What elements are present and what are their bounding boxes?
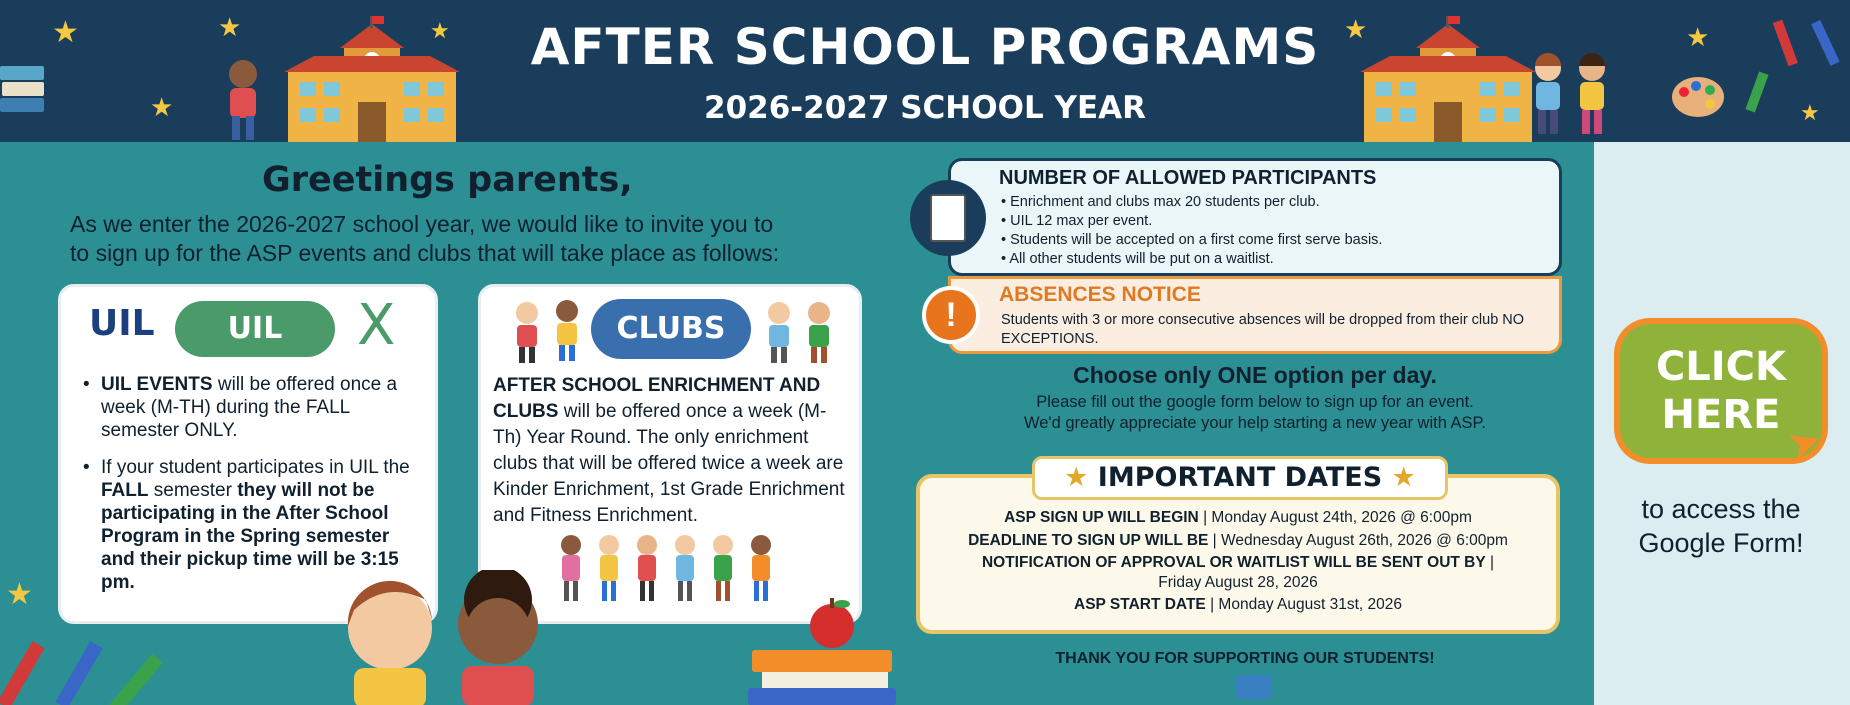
star-icon: ★ — [1800, 100, 1820, 125]
instructions-line-2: We'd greatly appreciate your help starting a new year with ASP. — [1023, 414, 1487, 432]
kids-soccer-icon — [509, 299, 589, 365]
absences-text: Students with 3 or more consecutive absences will be dropped from their club NO EXCEPTIONS. — [1001, 312, 1525, 347]
header-banner — [0, 0, 1850, 142]
star-icon: ★ — [1686, 22, 1710, 52]
kids-waving-icon — [330, 570, 560, 705]
star-icon: ★ — [150, 92, 174, 122]
paint-palette-icon — [1670, 74, 1726, 120]
instructions-text — [920, 392, 1590, 434]
access-google-form-text: to access the Google Form! — [1638, 494, 1804, 558]
click-here-button[interactable]: CLICK HERE — [1614, 318, 1828, 464]
kids-playing-icon — [757, 299, 841, 365]
participants-list — [1001, 193, 1382, 269]
uil-pill: UIL — [175, 301, 335, 357]
list-item: ASP SIGN UP WILL BEGIN | Monday August 24th, 2026 @ 6:00pm — [1004, 509, 1472, 526]
thanks-message: THANK YOU FOR SUPPORTING OUR STUDENTS! — [1055, 650, 1435, 667]
warning-icon: ! — [922, 286, 980, 344]
crayon-icon — [0, 630, 180, 705]
star-icon: ★ — [218, 12, 242, 42]
list-item: ASP START DATE | Monday August 31st, 2026 — [1074, 596, 1402, 613]
instructions-line-1: Please fill out the google form below to sign up for an event. — [1036, 393, 1474, 411]
list-item: • All other students will be put on a waitlist. — [1001, 250, 1382, 269]
page-subtitle: 2026-2027 SCHOOL YEAR — [704, 90, 1146, 126]
clubs-description: AFTER SCHOOL ENRICHMENT AND CLUBS will be offered once a week (M-Th) Year Round. The only enrichment clubs that will be offered twice a week are Kinder Enrichment, 1st Grade Enrichment and Fitness Enrichment. — [493, 375, 845, 526]
star-icon: ★ — [6, 578, 33, 611]
choose-one-notice: Choose only ONE option per day. — [1073, 362, 1437, 388]
district-logo — [1236, 675, 1272, 699]
important-dates-title: ★ IMPORTANT DATES ★ — [1032, 456, 1448, 500]
star-icon: ★ — [1344, 14, 1368, 44]
list-item: DEADLINE TO SIGN UP WILL BE | Wednesday August 26th, 2026 @ 6:00pm — [968, 531, 1508, 549]
x-mark: X — [357, 293, 396, 358]
school-building-icon — [1360, 16, 1536, 142]
star-icon: ★ — [52, 16, 79, 49]
list-item: NOTIFICATION OF APPROVAL OR WAITLIST WILL BE SENT OUT BY | Friday August 28, 2026 — [981, 554, 1495, 591]
important-dates-list — [918, 508, 1558, 618]
crayon-icon — [1770, 14, 1800, 74]
absences-box — [948, 276, 1562, 354]
star-icon: ★ — [1391, 462, 1416, 493]
participants-title: NUMBER OF ALLOWED PARTICIPANTS — [999, 167, 1377, 189]
list-item: • If your student participates in UIL the FALL semester they will not be participating in the After School Program in the Spring semester and their pickup time will be 3:15 pm. — [83, 456, 423, 594]
uil-logo: UIL — [89, 303, 155, 344]
page-title: AFTER SCHOOL PROGRAMS — [530, 18, 1320, 76]
intro-line-2: to sign up for the ASP events and clubs that will take place as follows: — [70, 240, 780, 266]
clubs-pill: CLUBS — [591, 299, 751, 359]
participants-box — [948, 158, 1562, 276]
list-item: • Students will be accepted on a first come first serve basis. — [1001, 231, 1382, 250]
crayon-icon — [1810, 14, 1840, 74]
list-item: • Enrichment and clubs max 20 students per club. — [1001, 193, 1382, 212]
list-item: • UIL EVENTS will be offered once a week (M-TH) during the FALL semester ONLY. — [83, 373, 423, 442]
books-apple-icon — [748, 596, 896, 705]
clipboard-icon — [910, 180, 986, 256]
list-item: • UIL 12 max per event. — [1001, 212, 1382, 231]
crayon-icon — [1744, 64, 1770, 120]
greeting-title: Greetings parents, — [262, 160, 633, 200]
intro-line-1: As we enter the 2026-2027 school year, we would like to invite you to — [70, 211, 774, 237]
absences-title: ABSENCES NOTICE — [999, 283, 1201, 306]
kids-cheering-icon — [1520, 52, 1620, 142]
star-icon: ★ — [430, 18, 450, 43]
greeting-intro — [70, 210, 870, 268]
star-icon: ★ — [1064, 462, 1089, 493]
cursor-icon: ➤ — [1781, 416, 1829, 470]
